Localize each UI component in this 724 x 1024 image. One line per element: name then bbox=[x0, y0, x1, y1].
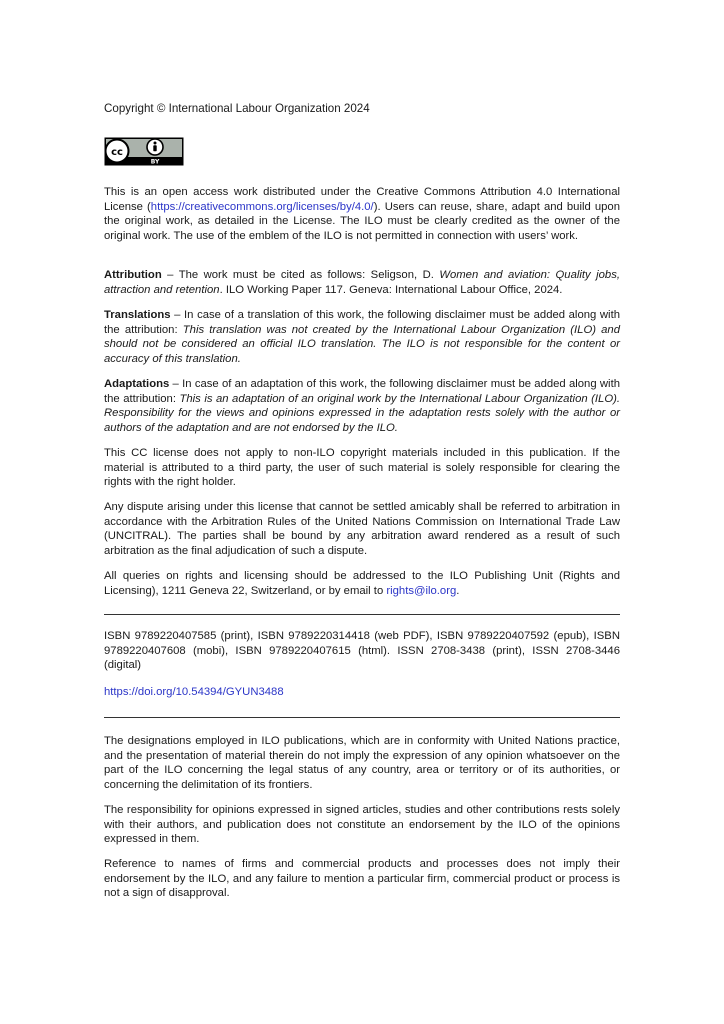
isbn-paragraph: ISBN 9789220407585 (print), ISBN 9789220314418 (web PDF), ISBN 9789220407592 (epub), ISBN 9789220407608 (mobi), ISBN 9789220407615 (html). ISSN 2708-3438 (print), ISSN 2708-3446 (digital) bbox=[104, 630, 620, 671]
translation-disclaimer: This translation was not created by the International Labour Organization (ILO) and should not be considered an official ILO translation. The ILO is not responsible for the content or accuracy of this translation. bbox=[104, 323, 620, 365]
doi-link[interactable]: https://doi.org/10.54394/GYUN3488 bbox=[104, 686, 284, 698]
license-url-link[interactable]: https://creativecommons.org/licenses/by/4.0/ bbox=[150, 200, 374, 213]
translations-paragraph: Translations – In case of a translation of this work, the following disclaimer must be added along with the attribution: This translation was not created by the International Labour Organization (ILO) and should not be considered an official ILO translation. The ILO is not responsible for the content or accuracy of this translation. bbox=[104, 309, 620, 365]
copyright-line: Copyright © International Labour Organization 2024 bbox=[104, 102, 370, 115]
by-label: BY bbox=[150, 158, 160, 166]
third-party-paragraph: This CC license does not apply to non-ILO copyright materials included in this publication. If the material is attributed to a third party, the user of such material is solely responsible for clearing the rights with the right holder. bbox=[104, 447, 620, 488]
cc-by-license-badge[interactable] bbox=[104, 137, 184, 166]
reference-paragraph: Reference to names of firms and commercial products and processes does not imply their endorsement by the ILO, and any failure to mention a particular firm, commercial product or process is not a sign of disapproval. bbox=[104, 858, 620, 899]
divider-bottom bbox=[104, 717, 620, 718]
rights-email-link[interactable]: rights@ilo.org bbox=[386, 584, 457, 597]
queries-paragraph: All queries on rights and licensing should be addressed to the ILO Publishing Unit (Rights and Licensing), 1211 Geneva 22, Switzerland, or by email to rights@ilo.org. bbox=[104, 570, 620, 597]
translations-heading: Translations bbox=[104, 309, 171, 321]
designations-paragraph: The designations employed in ILO publications, which are in conformity with United Nations practice, and the presentation of material therein do not imply the expression of any opinion whatsoever on the part of the ILO concerning the legal status of any country, area or territory or of its authorities, or concerning the delimitation of its frontiers. bbox=[104, 735, 620, 791]
by-person-icon bbox=[147, 139, 163, 155]
adaptations-heading: Adaptations bbox=[104, 378, 170, 390]
svg-text:cc: cc bbox=[111, 147, 123, 158]
work-title: Women and aviation: Quality jobs, attraction and retention bbox=[104, 269, 620, 296]
cc-icon bbox=[106, 140, 129, 163]
attribution-paragraph: Attribution – The work must be cited as follows: Seligson, D. Women and aviation: Quality jobs, attraction and retention. ILO Working Paper 117. Geneva: International Labour Office, 2024. bbox=[104, 269, 620, 296]
doi-paragraph bbox=[104, 685, 620, 700]
divider-top bbox=[104, 614, 620, 615]
adaptation-disclaimer: This is an adaptation of an original work by the International Labour Organization (ILO). Responsibility for the views and opinions expressed in the adaptation rests solely with the author or authors of the adaptation and are not endorsed by the ILO. bbox=[104, 392, 621, 434]
disputes-paragraph: Any dispute arising under this license that cannot be settled amicably shall be referred to arbitration in accordance with the Arbitration Rules of the United Nations Commission on International Trade Law (UNCITRAL). The parties shall be bound by any arbitration award rendered as a result of such arbitration as the final adjudication of such a dispute. bbox=[104, 501, 620, 557]
license-paragraph: This is an open access work distributed under the Creative Commons Attribution 4.0 International License (https://creativecommons.org/licenses/by/4.0/). Users can reuse, share, adapt and build upon the original work, as detailed in the License. The ILO must be clearly credited as the owner of the original work. The use of the emblem of the ILO is not permitted in connection with users’ work. bbox=[104, 186, 620, 242]
adaptations-paragraph: Adaptations – In case of an adaptation of this work, the following disclaimer must be added along with the attribution: This is an adaptation of an original work by the International Labour Organization (ILO). Responsibility for the views and opinions expressed in the adaptation rests solely with the author or authors of the adaptation and are not endorsed by the ILO. bbox=[104, 378, 621, 434]
responsibility-paragraph: The responsibility for opinions expressed in signed articles, studies and other contributions rests solely with their authors, and publication does not constitute an endorsement by the ILO of the opinions expressed in them. bbox=[104, 804, 620, 845]
attribution-heading: Attribution bbox=[104, 269, 162, 281]
